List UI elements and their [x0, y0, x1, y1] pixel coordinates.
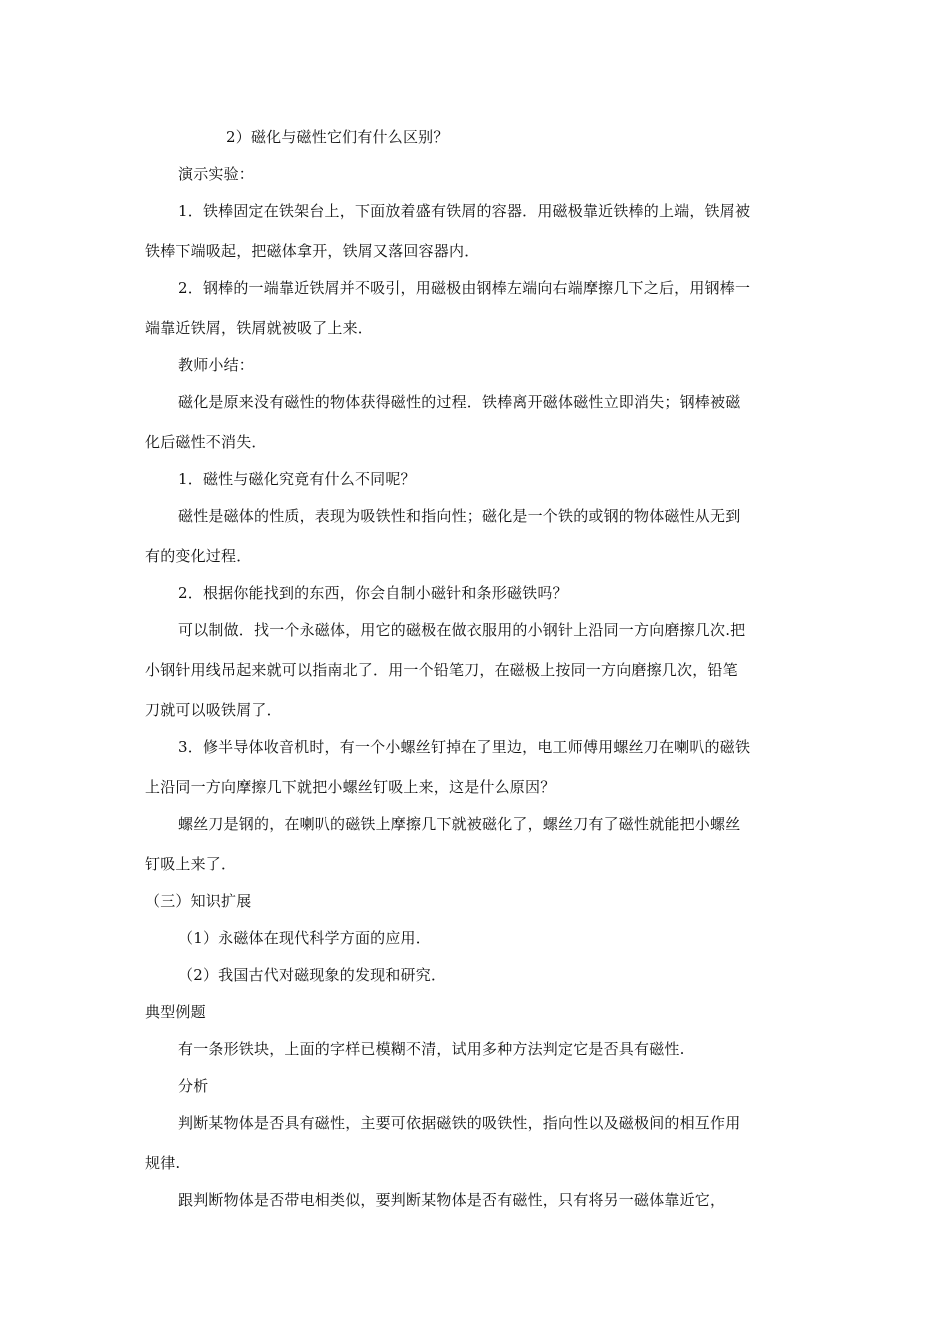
question-line: 2）磁化与磁性它们有什么区别？: [226, 128, 449, 146]
section-heading: 教师小结：: [178, 356, 255, 374]
body-text-line: 钉吸上来了．: [145, 855, 237, 873]
body-text-line: 可以制做．找一个永磁体，用它的磁极在做衣服用的小钢针上沿同一方向磨擦几次.把: [178, 621, 746, 639]
body-text-line: 1．铁棒固定在铁架台上，下面放着盛有铁屑的容器．用磁极靠近铁棒的上端，铁屑被: [178, 202, 751, 220]
body-text-line: 上沿同一方向摩擦几下就把小螺丝钉吸上来，这是什么原因？: [145, 778, 556, 796]
body-text-line: 规律.: [145, 1154, 181, 1172]
body-text-line: 小钢针用线吊起来就可以指南北了．用一个铅笔刀，在磁极上按同一方向磨擦几次，铅笔: [145, 661, 738, 679]
body-text-line: 磁化是原来没有磁性的物体获得磁性的过程．铁棒离开磁体磁性立即消失；钢棒被磁: [178, 393, 741, 411]
body-text-line: 有的变化过程．: [145, 547, 252, 565]
body-text-line: 铁棒下端吸起，把磁体拿开，铁屑又落回容器内．: [145, 242, 480, 260]
body-text-line: 2．钢棒的一端靠近铁屑并不吸引，用磁极由钢棒左端向右端摩擦几下之后，用钢棒一: [178, 279, 751, 297]
body-text-line: 化后磁性不消失．: [145, 433, 267, 451]
body-text-line: 跟判断物体是否带电相类似，要判断某物体是否有磁性，只有将另一磁体靠近它，: [178, 1191, 726, 1209]
section-heading: 分析: [178, 1077, 209, 1095]
body-text-line: 螺丝刀是钢的，在喇叭的磁铁上摩擦几下就被磁化了，螺丝刀有了磁性就能把小螺丝: [178, 815, 741, 833]
section-heading: （三）知识扩展: [145, 892, 252, 910]
question-line: 3．修半导体收音机时，有一个小螺丝钉掉在了里边，电工师傅用螺丝刀在喇叭的磁铁: [178, 738, 751, 756]
list-item: （2）我国古代对磁现象的发现和研究．: [178, 966, 447, 984]
section-heading: 典型例题: [145, 1003, 206, 1021]
question-line: 2．根据你能找到的东西，你会自制小磁针和条形磁铁吗？: [178, 584, 568, 602]
body-text-line: 判断某物体是否具有磁性，主要可依据磁铁的吸铁性，指向性以及磁极间的相互作用: [178, 1114, 741, 1132]
list-item: （1）永磁体在现代科学方面的应用．: [178, 929, 431, 947]
body-text-line: 磁性是磁体的性质，表现为吸铁性和指向性；磁化是一个铁的或钢的物体磁性从无到: [178, 507, 741, 525]
body-text-line: 有一条形铁块，上面的字样已模糊不清，试用多种方法判定它是否具有磁性.: [178, 1040, 685, 1058]
section-heading: 演示实验：: [178, 165, 255, 183]
body-text-line: 刀就可以吸铁屑了．: [145, 701, 282, 719]
body-text-line: 端靠近铁屑，铁屑就被吸了上来．: [145, 319, 374, 337]
question-line: 1．磁性与磁化究竟有什么不同呢？: [178, 470, 416, 488]
